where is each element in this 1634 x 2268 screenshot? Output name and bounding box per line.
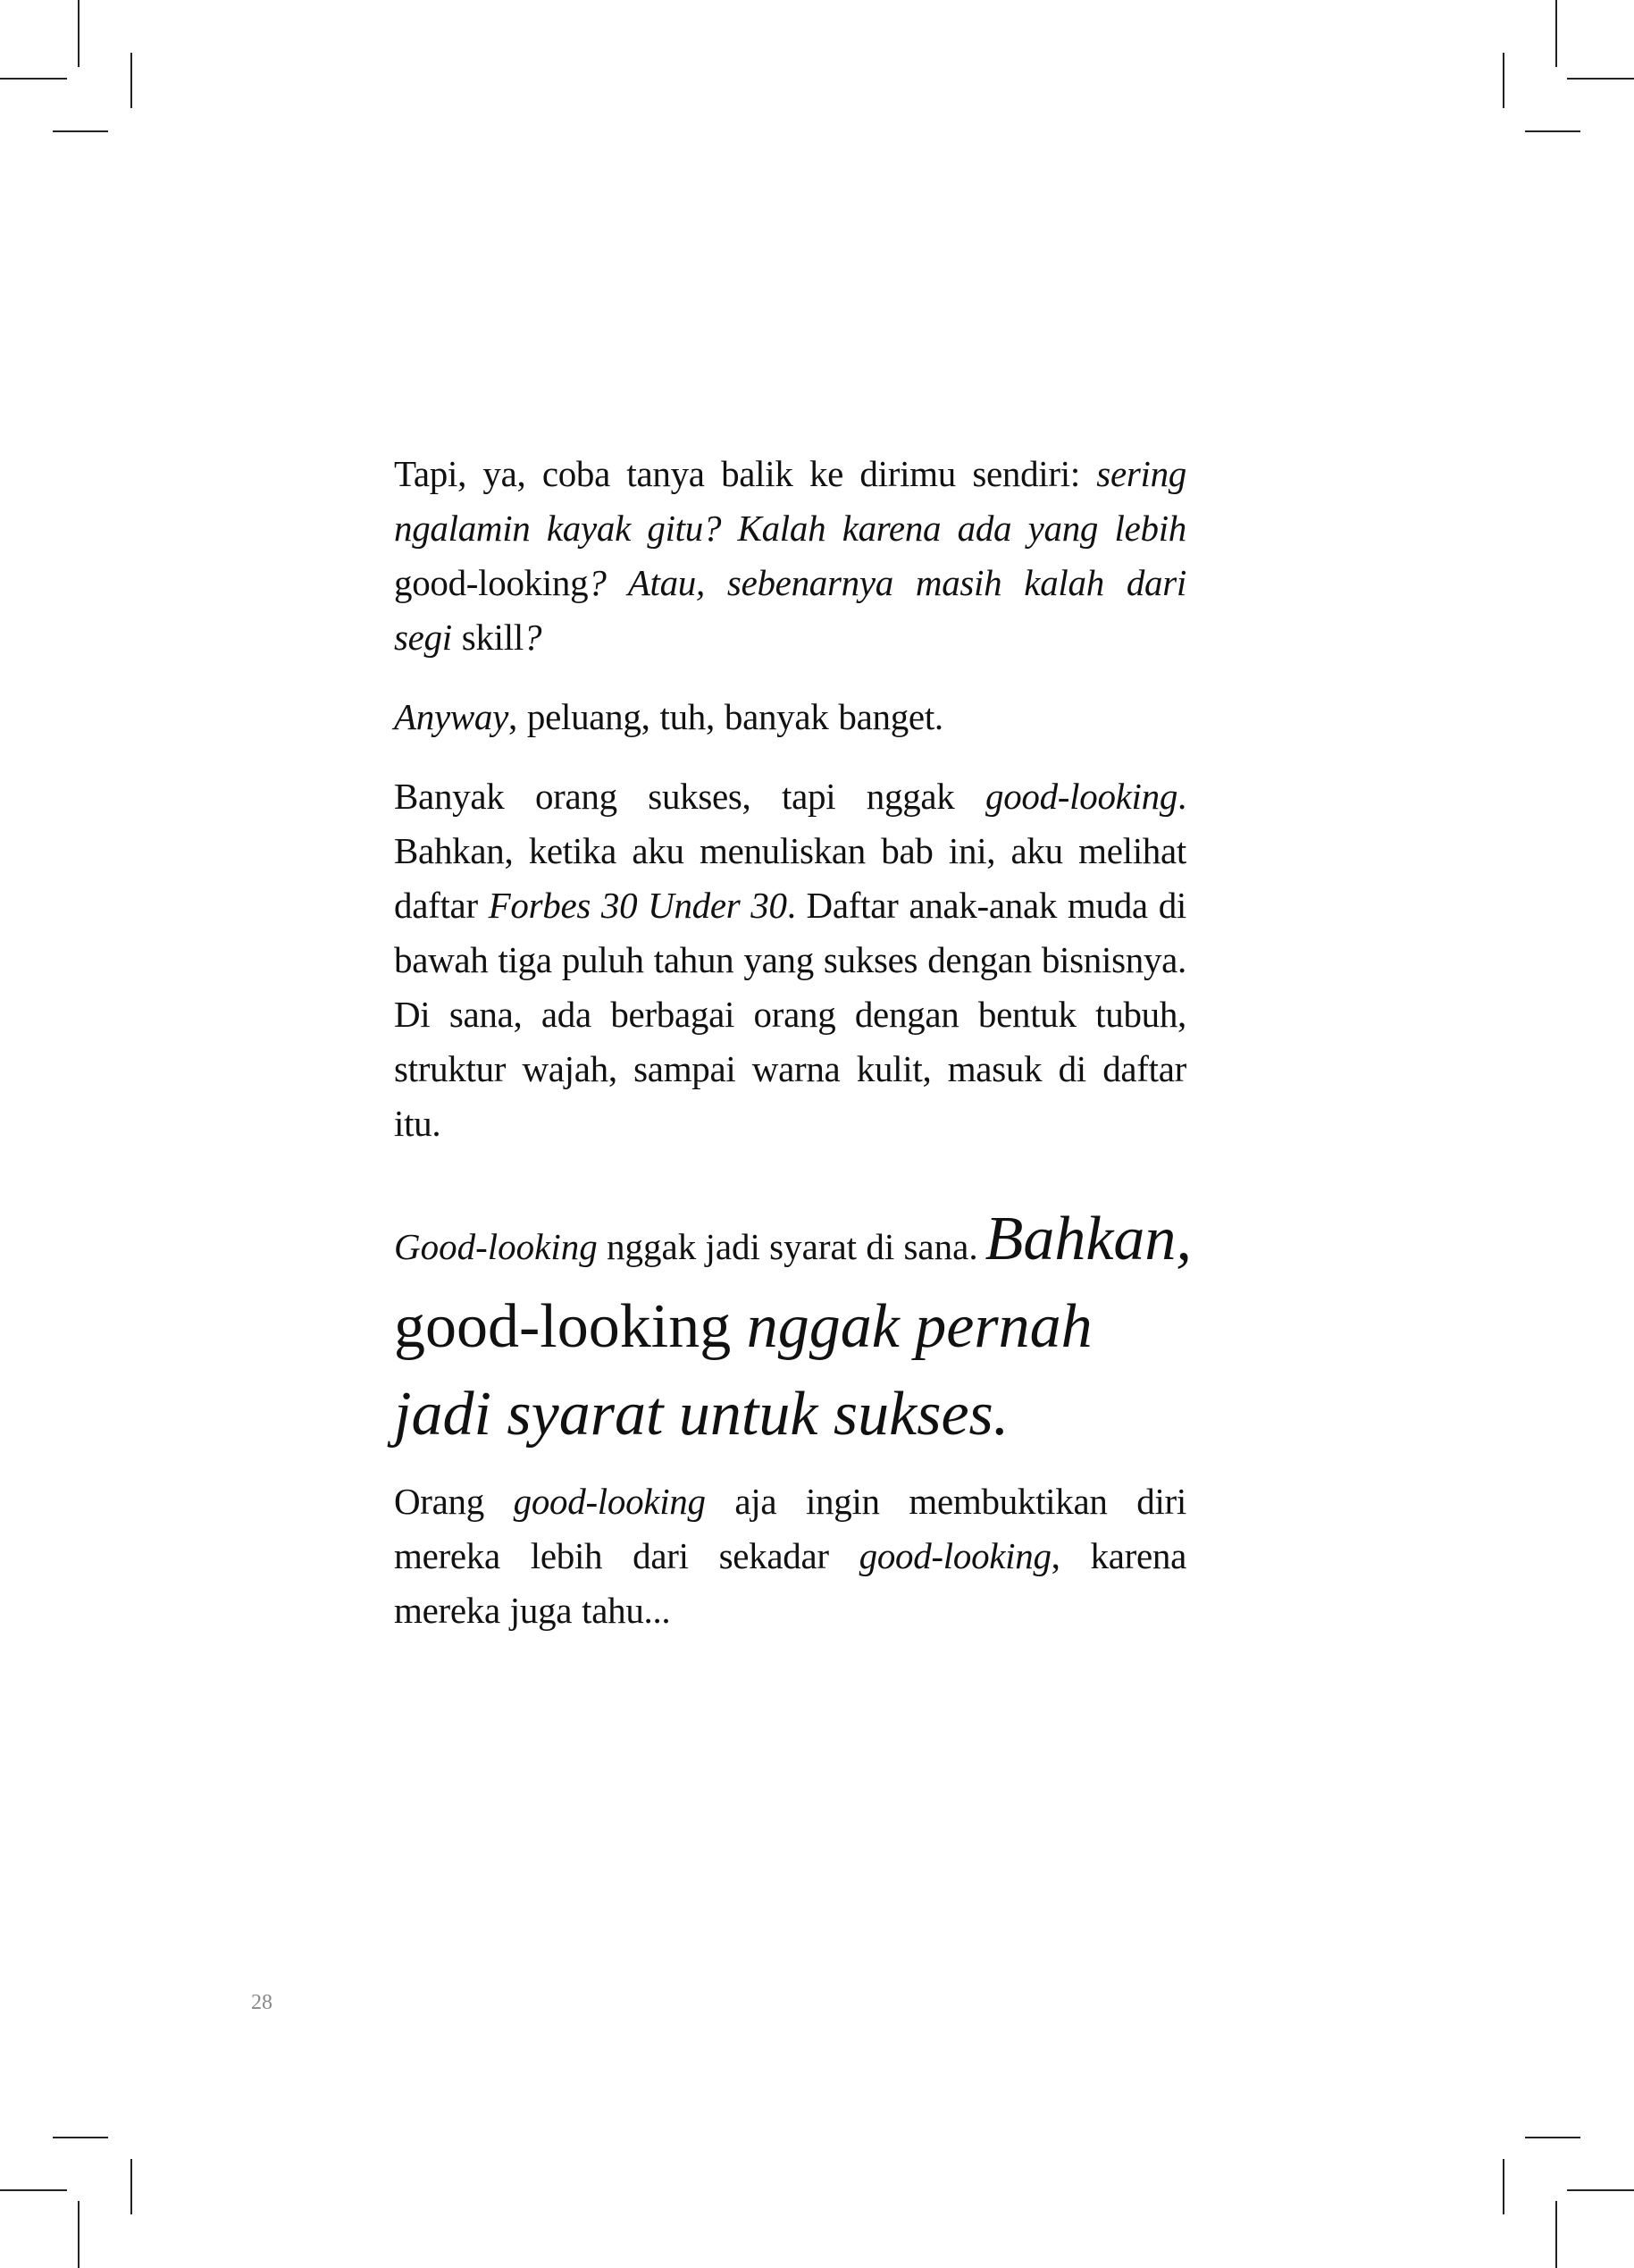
- crop-mark-bottom-right-vertical-outer: [1555, 2201, 1557, 2268]
- paragraph: [394, 690, 1186, 744]
- crop-mark-top-right-vertical-inner: [1503, 53, 1504, 108]
- text-segment: , peluang, tuh, banyak banget.: [508, 696, 943, 737]
- italic-text-segment: Anyway: [394, 696, 508, 737]
- text-segment: Tapi, ya, coba tanya balik ke dirimu sendiri:: [394, 453, 1097, 494]
- italic-text-segment: ?: [523, 617, 542, 658]
- crop-mark-top-left-vertical-inner: [130, 53, 132, 108]
- crop-mark-bottom-right-vertical-inner: [1503, 2159, 1504, 2214]
- crop-mark-bottom-left-horizontal-inner: [53, 2137, 108, 2138]
- pull-quote-line-1: [394, 1196, 1192, 1283]
- pull-quote: [394, 1196, 1192, 1458]
- pull-quote-line-3: [394, 1371, 1186, 1458]
- closing-paragraph: [394, 1474, 1186, 1638]
- crop-mark-bottom-left-horizontal-outer: [0, 2189, 67, 2191]
- italic-text-segment: good-looking: [859, 1535, 1052, 1576]
- pull-quote-line-2: [394, 1283, 1186, 1371]
- pull-quote-bahkan: Bahkan,: [985, 1205, 1192, 1273]
- text-segment: aja ingin membuktikan diri mereka lebih dari sekadar: [394, 1481, 1186, 1576]
- paragraph: [394, 769, 1186, 1151]
- text-segment: . Daftar anak-anak muda di bawah tiga puluh tahun yang sukses dengan bisnisnya. Di sana, ada berbagai orang dengan bentuk tubuh, struktur wajah, sampai warna kulit, masuk di daftar itu.: [394, 885, 1186, 1144]
- crop-mark-top-left-vertical-outer: [78, 0, 80, 67]
- text-segment: good-looking: [394, 562, 589, 603]
- crop-mark-top-left-horizontal-outer: [0, 78, 67, 80]
- text-segment: Orang: [394, 1481, 514, 1522]
- pull-quote-lead-italic: Good-looking: [394, 1226, 598, 1267]
- paragraph: [394, 447, 1186, 665]
- text-segment: , karena mereka juga tahu...: [394, 1535, 1186, 1631]
- crop-mark-top-left-horizontal-inner: [53, 130, 108, 132]
- italic-text-segment: good-looking: [513, 1481, 706, 1522]
- pull-quote-jadi-syarat: jadi syarat untuk sukses.: [394, 1380, 1010, 1449]
- page-number: 28: [251, 1991, 272, 2014]
- text-segment: Banyak orang sukses, tapi nggak: [394, 776, 985, 817]
- pull-quote-big-start: [985, 1196, 1192, 1283]
- italic-text-segment: sering ngalamin kayak gitu? Kalah karena ada yang lebih: [394, 453, 1186, 549]
- pull-quote-lead: [394, 1220, 978, 1273]
- italic-text-segment: good-looking: [985, 776, 1178, 817]
- italic-text-segment: ? Atau, sebenarnya masih kalah dari segi: [394, 562, 1186, 658]
- text-segment: skill: [461, 617, 524, 658]
- page-body: [394, 447, 1192, 1663]
- pull-quote-good-looking: good-looking: [394, 1292, 732, 1361]
- crop-mark-top-right-horizontal-outer: [1567, 78, 1634, 80]
- text-segment: . Bahkan, ketika aku menuliskan bab ini, aku melihat daftar: [394, 776, 1186, 926]
- crop-mark-bottom-left-vertical-outer: [78, 2201, 80, 2268]
- crop-mark-bottom-right-horizontal-inner: [1525, 2137, 1580, 2138]
- pull-quote-nggak-pernah: nggak pernah: [731, 1292, 1093, 1361]
- pull-quote-lead-rest: nggak jadi syarat di sana.: [597, 1226, 978, 1267]
- crop-mark-bottom-left-vertical-inner: [130, 2159, 132, 2214]
- crop-mark-top-right-horizontal-inner: [1525, 130, 1580, 132]
- crop-mark-bottom-right-horizontal-outer: [1567, 2189, 1634, 2191]
- italic-text-segment: Forbes 30 Under 30: [488, 885, 787, 926]
- crop-mark-top-right-vertical-outer: [1555, 0, 1557, 67]
